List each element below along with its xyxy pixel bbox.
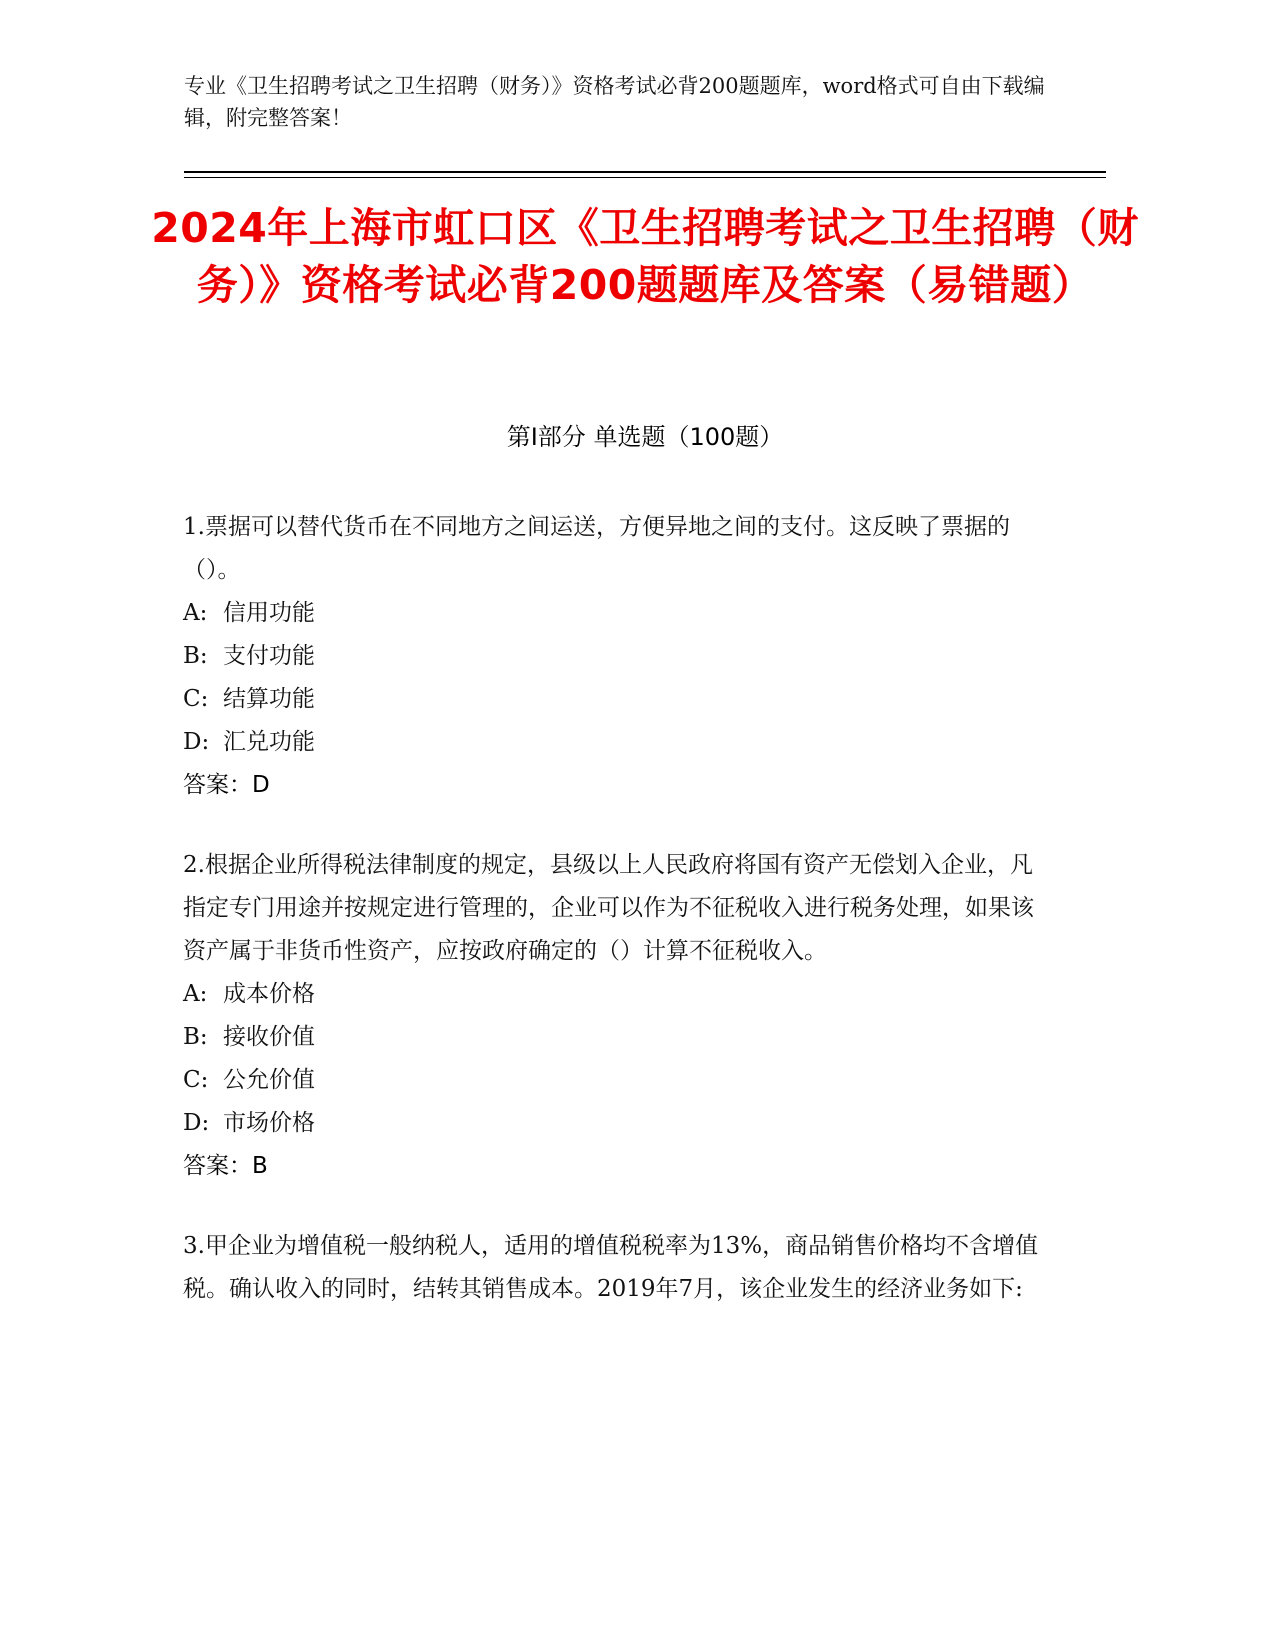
option-text: 信用功能 — [223, 600, 315, 626]
option-b — [183, 1016, 1043, 1059]
option-letter: D: — [183, 729, 210, 755]
option-text: 支付功能 — [223, 643, 315, 669]
option-a — [183, 973, 1043, 1016]
option-c — [183, 1059, 1043, 1102]
option-text: 结算功能 — [223, 686, 315, 712]
question-stem: 1.票据可以替代货币在不同地方之间运送，方便异地之间的支付。这反映了票据的（）。 — [183, 514, 1010, 583]
option-text: 接收价值 — [223, 1024, 315, 1050]
header-note: 专业《卫生招聘考试之卫生招聘（财务）》资格考试必背200题题库，word格式可自由下载编辑，附完整答案！ — [184, 74, 1045, 130]
option-text: 公允价值 — [223, 1067, 315, 1093]
option-text: 汇兑功能 — [223, 729, 315, 755]
option-b — [183, 635, 1043, 678]
option-letter: C: — [183, 686, 209, 712]
question-1 — [183, 506, 1043, 807]
answer-line: 答案：D — [183, 772, 270, 798]
question-list — [183, 506, 1043, 1348]
option-text: 市场价格 — [223, 1110, 315, 1136]
question-3 — [183, 1225, 1043, 1311]
option-c — [183, 678, 1043, 721]
option-d — [183, 721, 1043, 764]
question-stem: 3.甲企业为增值税一般纳税人，适用的增值税税率为13%，商品销售价格均不含增值税。确认收入的同时，结转其销售成本。2019年7月，该企业发生的经济业务如下: — [183, 1233, 1039, 1302]
header-divider-thin — [184, 177, 1106, 178]
option-letter: A: — [183, 600, 208, 626]
option-letter: C: — [183, 1067, 209, 1093]
option-letter: A: — [183, 981, 208, 1007]
answer-line: 答案：B — [183, 1153, 268, 1179]
question-2 — [183, 844, 1043, 1188]
option-text: 成本价格 — [223, 981, 315, 1007]
header-divider-thick — [184, 171, 1106, 173]
question-stem: 2.根据企业所得税法律制度的规定，县级以上人民政府将国有资产无偿划入企业，凡指定专门用途并按规定进行管理的，企业可以作为不征税收入进行税务处理，如果该资产属于非货币性资产，应按政府确定的（）计算不征税收入。 — [183, 852, 1034, 964]
document-title: 2024年上海市虹口区《卫生招聘考试之卫生招聘（财务）》资格考试必背200题题库及答案（易错题） — [151, 204, 1139, 309]
option-a — [183, 592, 1043, 635]
section-heading: 第I部分 单选题（100题） — [506, 423, 784, 451]
option-letter: D: — [183, 1110, 210, 1136]
option-letter: B: — [183, 643, 208, 669]
option-letter: B: — [183, 1024, 208, 1050]
option-d — [183, 1102, 1043, 1145]
